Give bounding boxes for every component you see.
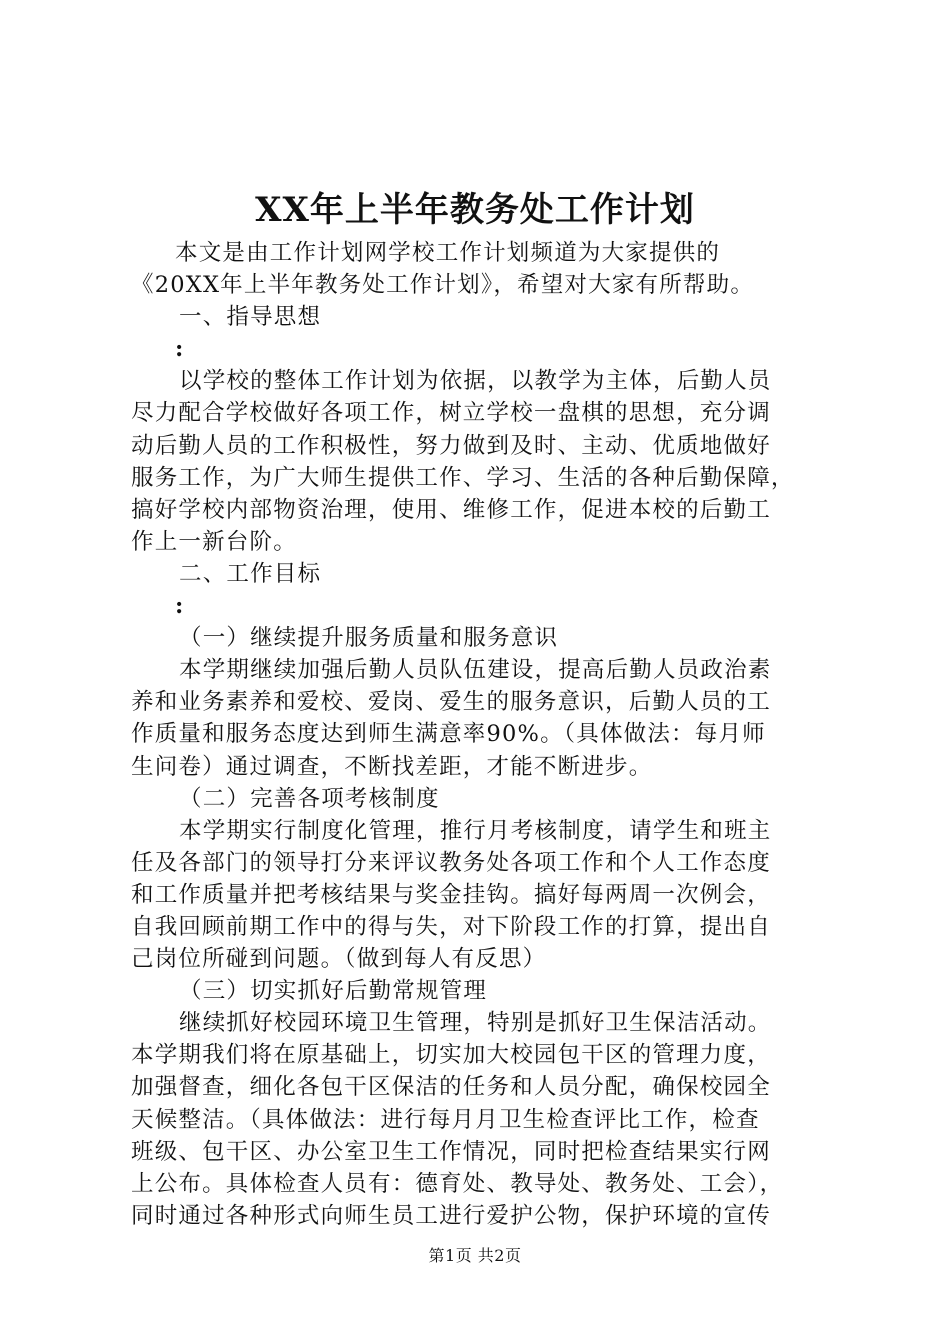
body-line: 本学期实行制度化管理，推行月考核制度，请学生和班主: [179, 817, 772, 844]
body-line: 班级、包干区、办公室卫生工作情况，同时把检查结果实行网: [131, 1138, 771, 1165]
body-line: 本学期我们将在原基础上，切实加大校园包干区的管理力度，: [131, 1042, 771, 1069]
body-line: 搞好学校内部物资治理，使用、维修工作，促进本校的后勤工: [131, 496, 771, 523]
body-line: 以学校的整体工作计划为依据，以教学为主体，后勤人员: [179, 368, 772, 395]
body-line: 本学期继续加强后勤人员队伍建设，提高后勤人员政治素: [179, 657, 772, 684]
body-line: 己岗位所碰到问题。（做到每人有反思）: [131, 946, 547, 973]
page-footer: 第1页 共2页: [428, 1246, 522, 1265]
body-line: （一）继续提升服务质量和服务意识: [179, 625, 559, 652]
body-line: 任及各部门的领导打分来评议教务处各项工作和个人工作态度: [131, 849, 771, 876]
body-line: 本文是由工作计划网学校工作计划频道为大家提供的: [175, 240, 721, 266]
body-line: 上公布。具体检查人员有：德育处、教导处、教务处、工会），: [131, 1170, 784, 1197]
body-line: 作质量和服务态度达到师生满意率90%。（具体做法：每月师: [131, 721, 766, 748]
body-line: 加强督查，细化各包干区保洁的任务和人员分配，确保校园全: [131, 1074, 771, 1101]
body-line: 《20XX年上半年教务处工作计划》，希望对大家有所帮助。: [131, 272, 755, 299]
body-line: （二）完善各项考核制度: [179, 785, 440, 812]
body-line: 同时通过各种形式向师生员工进行爱护公物，保护环境的宣传: [131, 1202, 771, 1229]
body-line: 天候整洁。（具体做法：进行每月月卫生检查评比工作，检查: [131, 1106, 760, 1133]
body-line: 动后勤人员的工作积极性，努力做到及时、主动、优质地做好: [131, 432, 771, 459]
body-line: 服务工作，为广大师生提供工作、学习、生活的各种后勤保障，: [131, 464, 795, 491]
body-line: 自我回顾前期工作中的得与失，对下阶段工作的打算，提出自: [131, 913, 771, 940]
body-line: 尽力配合学校做好各项工作，树立学校一盘棋的思想，充分调: [131, 400, 771, 427]
body-line: :: [175, 336, 185, 363]
body-line: 养和业务素养和爱校、爱岗、爱生的服务意识，后勤人员的工: [131, 689, 771, 716]
body-line: （三）切实抓好后勤常规管理: [179, 978, 488, 1005]
body-line: 作上一新台阶。: [131, 528, 297, 555]
document-title: XX年上半年教务处工作计划: [255, 190, 695, 230]
body-line: 生问卷）通过调查，不断找差距，才能不断进步。: [131, 753, 653, 780]
body-line: 和工作质量并把考核结果与奖金挂钩。搞好每两周一次例会，: [131, 881, 771, 908]
document-body: [131, 237, 831, 1232]
body-line: :: [175, 593, 185, 620]
body-line: 一、指导思想: [179, 304, 322, 331]
body-line: 二、工作目标: [179, 560, 322, 587]
body-line: 继续抓好校园环境卫生管理，特别是抓好卫生保洁活动。: [179, 1010, 772, 1037]
